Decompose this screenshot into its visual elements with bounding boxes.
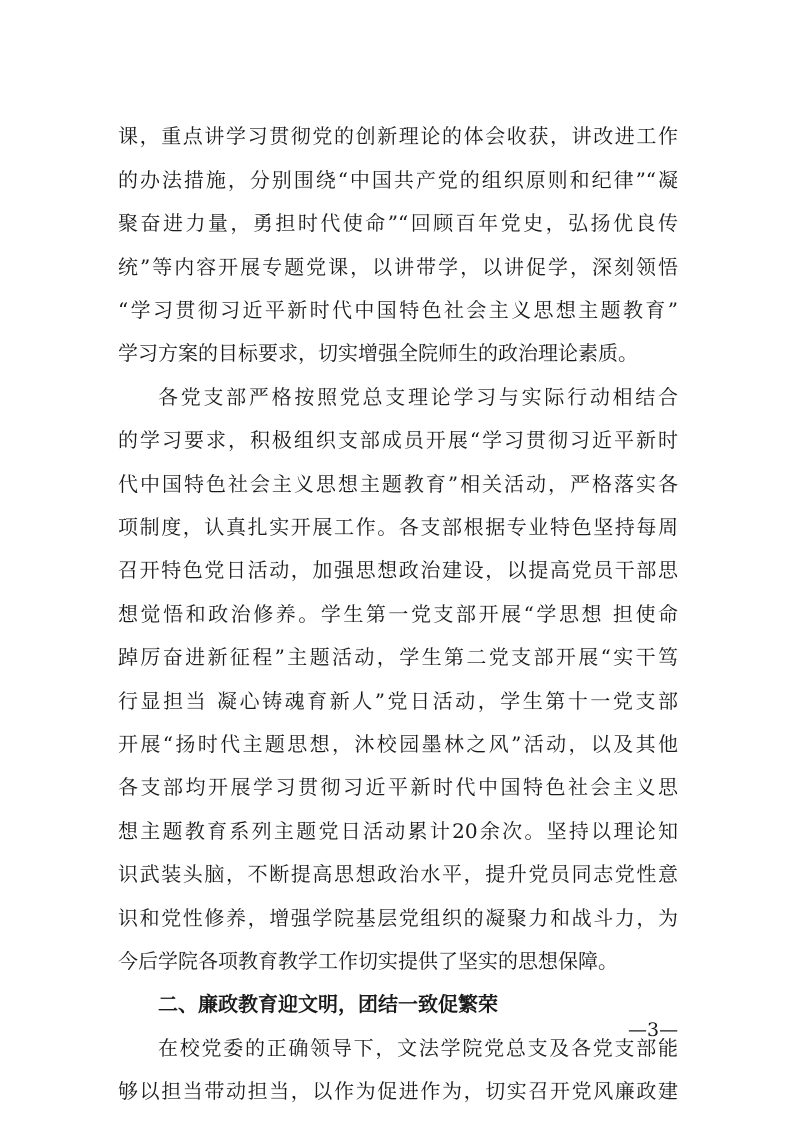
page-number: —3— xyxy=(628,1019,679,1041)
text-line: 召开特色党日活动，加强思想政治建设，以提高党员干部思 xyxy=(118,558,678,582)
text-line: 开展“扬时代主题思想，沐校园墨林之风”活动，以及其他 xyxy=(118,732,678,756)
text-line: 聚奋进力量，勇担时代使命”“回顾百年党史，弘扬优良传 xyxy=(118,211,678,235)
text-line: 统”等内容开展专题党课，以讲带学，以讲促学，深刻领悟 xyxy=(118,255,678,279)
paragraph-first-line: 各党支部严格按照党总支理论学习与实际行动相结合 xyxy=(158,385,678,409)
text-line: 课，重点讲学习贯彻党的创新理论的体会收获，讲改进工作 xyxy=(118,124,678,148)
text-line: 今后学院各项教育教学工作切实提供了坚实的思想保障。 xyxy=(118,949,618,973)
text-line: 想主题教育系列主题党日活动累计20余次。坚持以理论知 xyxy=(118,819,678,843)
text-line: 学习方案的目标要求，切实增强全院师生的政治理论素质。 xyxy=(118,341,638,365)
text-line: 项制度，认真扎实开展工作。各支部根据专业特色坚持每周 xyxy=(118,515,678,539)
section-heading: 二、廉政教育迎文明，团结一致促繁荣 xyxy=(158,992,498,1016)
text-line: 各支部均开展学习贯彻习近平新时代中国特色社会主义思 xyxy=(118,775,678,799)
text-line: “学习贯彻习近平新时代中国特色社会主义思想主题教育” xyxy=(118,298,678,322)
text-line: 的学习要求，积极组织支部成员开展“学习贯彻习近平新时 xyxy=(118,428,678,452)
text-line: 识和党性修养，增强学院基层党组织的凝聚力和战斗力，为 xyxy=(118,906,678,930)
text-line: 识武装头脑，不断提高思想政治水平，提升党员同志党性意 xyxy=(118,862,678,886)
text-line: 代中国特色社会主义思想主题教育”相关活动，严格落实各 xyxy=(118,472,678,496)
text-line: 行显担当 凝心铸魂育新人”党日活动，学生第十一党支部 xyxy=(118,689,678,713)
paragraph-first-line: 在校党委的正确领导下，文法学院党总支及各党支部能 xyxy=(158,1036,678,1060)
text-line: 的办法措施，分别围绕“中国共产党的组织原则和纪律”“凝 xyxy=(118,168,678,192)
text-line: 踔厉奋进新征程”主题活动，学生第二党支部开展“实干笃 xyxy=(118,645,678,669)
text-line: 够以担当带动担当，以作为促进作为，切实召开党风廉政建 xyxy=(118,1079,678,1103)
text-line: 想觉悟和政治修养。学生第一党支部开展“学思想 担使命 xyxy=(118,602,678,626)
